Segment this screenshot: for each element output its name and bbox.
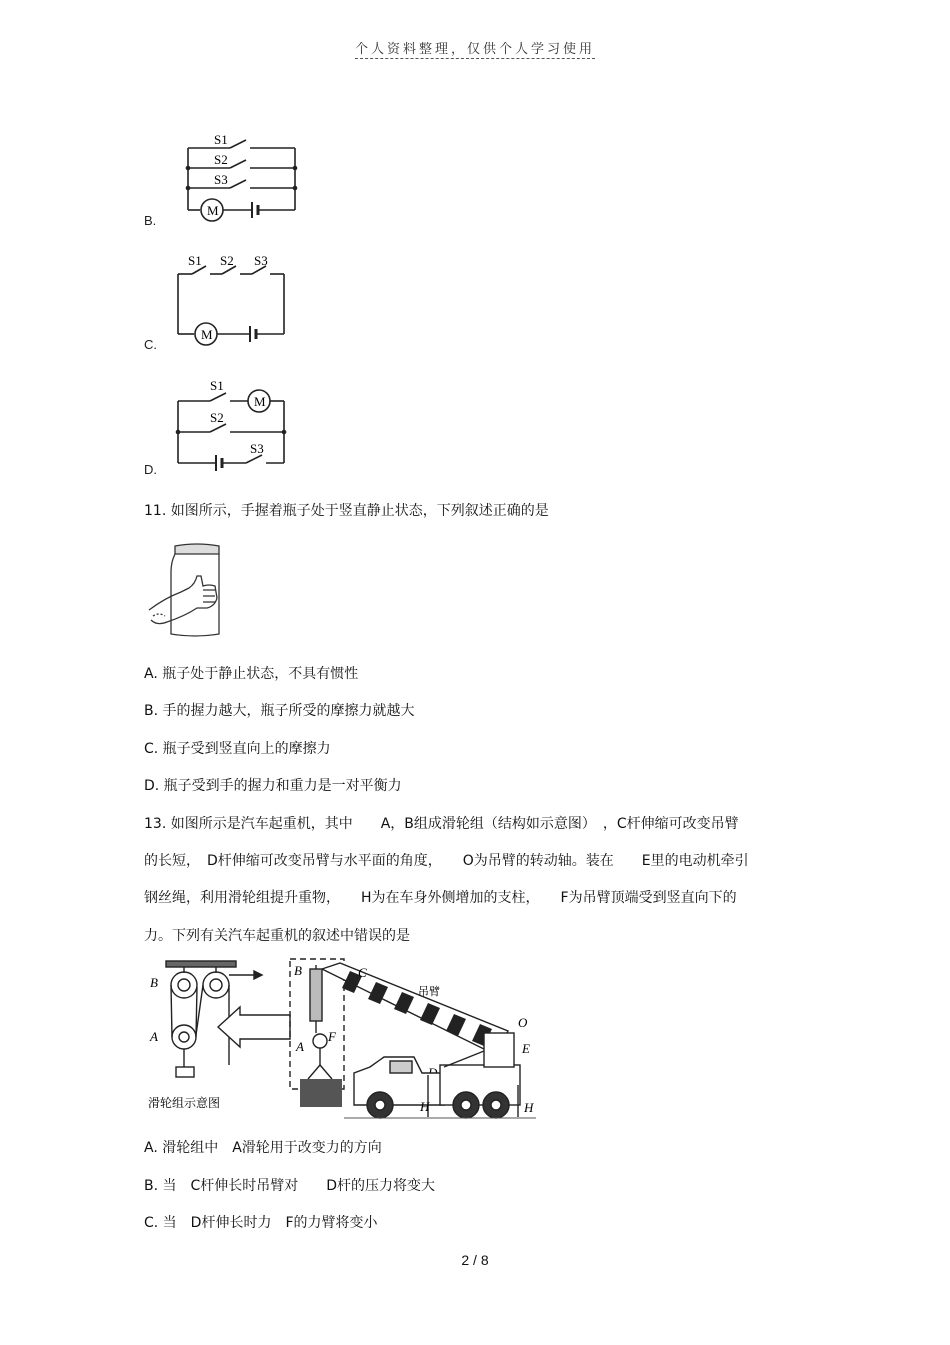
q11-option-a: A. 瓶子处于静止状态，不具有惯性: [144, 666, 359, 682]
page-number: 2 / 8: [461, 1252, 489, 1268]
crane-figure: [144, 955, 539, 1120]
s3-label: S3: [250, 441, 264, 456]
s1-label: S1: [188, 253, 202, 268]
motor-label: M: [201, 327, 213, 342]
q13-stem-line-4: 力。下列有关汽车起重机的叙述中错误的是: [144, 928, 410, 944]
s2-label: S2: [214, 152, 228, 167]
label-o: O: [518, 1015, 528, 1030]
s2-label: S2: [220, 253, 234, 268]
s3-label: S3: [214, 172, 228, 187]
s3-label: S3: [254, 253, 268, 268]
q13-stem-line-3: 钢丝绳，利用滑轮组提升重物， H为在车身外侧增加的支柱， F为吊臂顶端受到竖直向下的: [144, 890, 737, 906]
label-a-2: A: [296, 1039, 304, 1054]
motor-label: M: [254, 394, 266, 409]
circuit-c-figure: [172, 250, 297, 350]
q13-stem-line-1: 13. 如图所示是汽车起重机，其中 A，B组成滑轮组（结构如示意图） ，C杆伸缩可改变吊臂: [144, 816, 739, 832]
q11-stem: 11. 如图所示，手握着瓶子处于竖直静止状态，下列叙述正确的是: [144, 503, 549, 519]
circuit-b-figure: [180, 128, 305, 223]
label-boom: 吊臂: [418, 986, 440, 998]
label-c: C: [358, 965, 367, 980]
q11-option-b: B. 手的握力越大，瓶子所受的摩擦力就越大: [144, 703, 415, 719]
pulley-caption: 滑轮组示意图: [148, 1096, 221, 1110]
s1-label: S1: [210, 378, 224, 393]
circuit-d-figure: [172, 375, 297, 475]
motor-label: M: [207, 203, 219, 218]
label-a: A: [150, 1029, 158, 1044]
bottle-hand-figure: [145, 540, 230, 640]
label-e: E: [522, 1041, 530, 1056]
label-f: F: [328, 1029, 336, 1044]
option-d-label: D.: [144, 462, 157, 477]
option-b-label: B.: [144, 213, 157, 228]
q11-option-d: D. 瓶子受到手的握力和重力是一对平衡力: [144, 778, 402, 794]
q11-option-c: C. 瓶子受到竖直向上的摩擦力: [144, 741, 331, 757]
q13-option-c: C. 当 D杆伸长时力 F的力臂将变小: [144, 1215, 378, 1231]
q13-option-b: B. 当 C杆伸长时吊臂对 D杆的压力将变大: [144, 1178, 436, 1194]
q13-stem-line-2: 的长短， D杆伸缩可改变吊臂与水平面的角度， O为吊臂的转动轴。装在 E里的电动机牵引: [144, 853, 749, 869]
label-h-2: H: [524, 1100, 534, 1115]
s2-label: S2: [210, 410, 224, 425]
label-b-2: B: [294, 963, 302, 978]
label-h-1: H: [420, 1099, 430, 1114]
page-header: 个人资料整理，仅供个人学习使用: [354, 42, 595, 57]
label-b: B: [150, 975, 158, 990]
q13-option-a: A. 滑轮组中 A滑轮用于改变力的方向: [144, 1140, 382, 1156]
s1-label: S1: [214, 132, 228, 147]
option-c-label: C.: [144, 337, 157, 352]
